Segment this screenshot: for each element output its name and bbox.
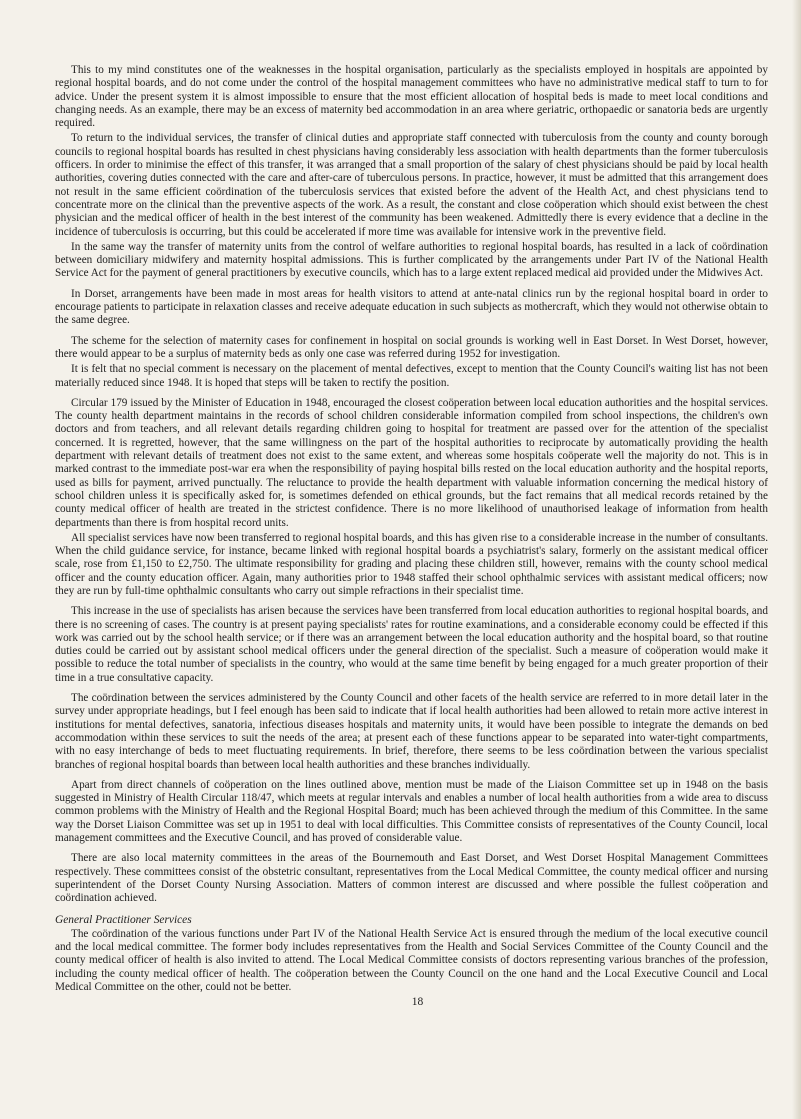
page-edge-shadow <box>792 0 801 1119</box>
body-paragraph: The coördination between the services administered by the County Council and other facets of the health service are referred to in more detail later in the survey under appropriate headings, but I feel enough has been said to indicate that if local health authorities had been allowed to retain more active interest in institutions for mental defectives, sanatoria, infectious diseases hospitals and maternity units, it would have been possible to integrate the demands on bed accommodation within these services to suit the needs of the area; at present each of these functions appear to be separated into water-tight compartments, with no easy interchange of beds to meet fluctuating requirements. In brief, therefore, there seems to be less coördination between the various specialist branches of regional hospital boards than between local health authorities and these branches individually. <box>55 692 768 771</box>
body-paragraph: In the same way the transfer of maternity units from the control of welfare authorities to regional hospital boards, has resulted in a lack of coördination between domiciliary midwifery and maternity hospital admissions. This is further complicated by the arrangements under Part IV of the National Health Service Act for the payment of general practitioners by executive councils, which has to a large extent replaced medical aid provided under the Midwives Act. <box>55 240 768 280</box>
body-paragraph: The scheme for the selection of maternity cases for confinement in hospital on social grounds is working well in East Dorset. In West Dorset, however, there would appear to be a surplus of maternity beds as only one case was referred during 1952 for investigation. <box>55 334 768 360</box>
body-paragraph: Apart from direct channels of coöperation on the lines outlined above, mention must be made of the Liaison Committee set up in 1948 on the basis suggested in Ministry of Health Circular 118/47, which meets at regular intervals and enables a number of local health authorities from a wide area to discuss common problems with the Ministry of Health and the Regional Hospital Board; much has been achieved through the medium of this Committee. In the same way the Dorset Liaison Committee was set up in 1951 to deal with local difficulties. This Committee consists of representatives of the County Council, local management committees and the Executive Council, and has proved of considerable value. <box>55 778 768 845</box>
body-paragraph: In Dorset, arrangements have been made in most areas for health visitors to attend at ante-natal clinics run by the regional hospital board in order to encourage patients to participate in relaxation classes and receive adequate education in such subjects as mothercraft, which they would not otherwise obtain to the same degree. <box>55 287 768 327</box>
page-number: 18 <box>411 996 424 1009</box>
section-heading: General Practitioner Services <box>55 913 192 926</box>
body-paragraph: This to my mind constitutes one of the weaknesses in the hospital organisation, particularly as the specialists employed in hospitals are appointed by regional hospital boards, and do not come under the control of the hospital management committees who have no administrative medical staff to turn to for advice. Under the present system it is almost impossible to ensure that the most efficient allocation of hospital beds is made to meet local conditions and changing needs. As an example, there may be an excess of maternity bed accommodation in an area where geriatric, orthopaedic or sanatoria beds are urgently required. <box>55 64 768 130</box>
document-page <box>55 64 768 1009</box>
body-paragraph: There are also local maternity committees in the areas of the Bournemouth and East Dorset, and West Dorset Hospital Management Committees respectively. These committees consist of the obstetric consultant, representatives from the Local Medical Committee, the county medical officer and nursing superintendent of the Dorset County Nursing Association. Matters of common interest are discussed and where possible the fullest coöperation and coördination achieved. <box>55 852 768 905</box>
body-paragraph: The coördination of the various functions under Part IV of the National Health Service Act is ensured through the medium of the local executive council and the local medical committee. The former body includes representatives from the Health and Social Services Committee of the County Council and the county medical officer of health is also invited to attend. The Local Medical Committee consists of doctors representing various branches of the profession, including the county medical officer of health. The coöperation between the County Council on the one hand and the Local Executive Council and Local Medical Committee on the other, could not be better. <box>55 927 768 993</box>
body-paragraph: It is felt that no special comment is necessary on the placement of mental defectives, except to mention that the County Council's waiting list has not been materially reduced since 1948. It is hoped that steps will be taken to rectify the position. <box>55 363 768 389</box>
body-paragraph: Circular 179 issued by the Minister of Education in 1948, encouraged the closest coöperation between local education authorities and the hospital services. The county health department maintains in the records of school children considerable information compiled from school inspections, the children's own doctors and from teachers, and all relevant details regarding children going to hospital for treatment are passed over for the attention of the specialist concerned. It is regretted, however, that the same willingness on the part of the hospital authorities to reciprocate by automatically providing the health department with relevant details of treatment does not exist to the same extent, and whereas some hospitals coöperate well the majority do not. This is in marked contrast to the immediate post-war era when the responsibility of paying hospital bills rested on the local education authority and the hospital reports, used as bills for payment, arrived punctually. The reluctance to provide the health department with valuable information concerning the medical history of school children unless it is specifically asked for, is sometimes defended on ethical grounds, but the fact remains that all medical records retained by the county medical officer of health are treated in the strictest confidence. There is no more likelihood of unauthorised leakage of information from health departments than there is from hospital record units. <box>55 396 768 529</box>
body-paragraph: This increase in the use of specialists has arisen because the services have been transferred from local education authorities to regional hospital boards, and there is no screening of cases. The country is at present paying specialists' rates for routine examinations, and a considerable economy could be effected if this work was carried out by the school health service; or if there was an arrangement between the local education authority and the hospital board, so that routine duties could be carried out by assistant school medical officers under the general direction of the specialist. Such a measure of coöperation would make it possible to reduce the total number of specialists in the country, who would at the same time benefit by being engaged for a much greater proportion of their time in a true consultative capacity. <box>55 605 768 684</box>
body-paragraph: All specialist services have now been transferred to regional hospital boards, and this has given rise to a considerable increase in the number of consultants. When the child guidance service, for instance, became linked with regional hospital boards a psychiatrist's salary, formerly on the assistant medical officer scale, rose from £1,150 to £2,750. The ultimate responsibility for grading and placing these children still, however, remains with the county school medical officer and the county education officer. Again, many authorities prior to 1948 staffed their school ophthalmic services with assistant medical officers; now they are run by full-time ophthalmic consultants who carry out simple refractions in their specialist time. <box>55 531 768 597</box>
body-paragraph: To return to the individual services, the transfer of clinical duties and appropriate staff connected with tuberculosis from the county and county borough councils to regional hospital boards has resulted in chest physicians having considerably less association with health departments than the former tuberculosis officers. In order to minimise the effect of this transfer, it was arranged that a small proportion of the salary of chest physicians should be paid by local health authorities, covering duties connected with the care and after-care of tuberculous persons. In practice, however, it must be admitted that this arrangement does not result in the same efficient coördination of the tuberculosis services that existed before the advent of the Health Act, and chest physicians tend to concentrate more on the clinical than the preventive aspects of the work. As a result, the constant and close coöperation which should exist between the chest physician and the medical officer of health in the best interest of the community has been weakened. Admittedly there is every evidence that a decline in the incidence of tuberculosis is occurring, but this could be accelerated if more time was available for intensive work in the preventive field. <box>55 132 768 238</box>
